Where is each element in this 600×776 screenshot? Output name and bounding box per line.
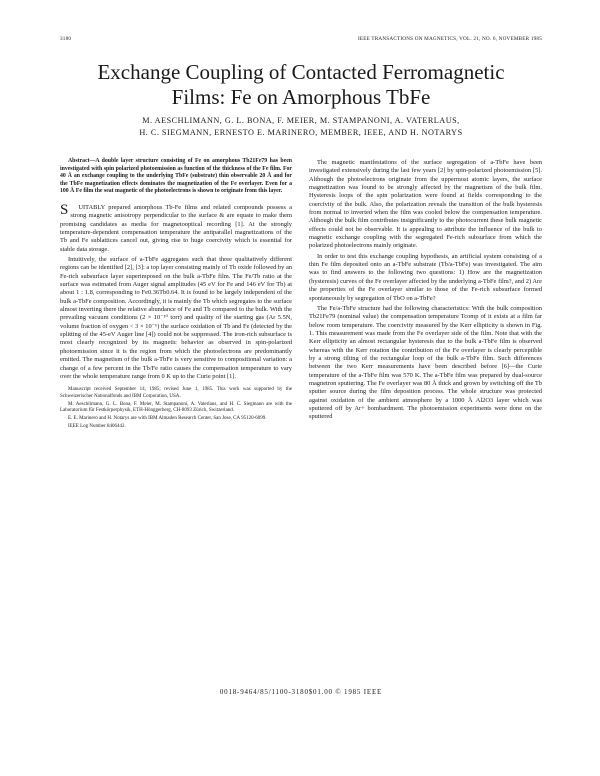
running-header <box>60 36 542 48</box>
copyright-line: 0018-9464/85/1100-3180$01.00 © 1985 IEEE <box>219 688 383 696</box>
drop-cap: S <box>60 201 69 218</box>
authors-line-2: H. C. SIEGMANN, ERNESTO E. MARINERO, MEMBER, IEEE, AND H. NOTARYS <box>139 128 463 137</box>
intro-paragraph-2: Intuitively, the surface of a-TbFe aggregates such that three qualitatively different regions can be identified [2], [3]: a top layer consisting mainly of Tb oxide followed by an Fe-rich subsurface layer superimposed on the bulk a-TbFe film. The Fe/Tb ratio at the surface was estimated from Auger signal amplitudes (45 eV for Fe and 146 eV for Tb) at about 1 : 1.8, corresponding to Fe0.36Tb0.64. It is found to be largely independent of the bulk a-TbFe composition. Accordingly, it is mainly the Tb which segregates to the surface almost inverting there the relative abundance of Fe and Tb compared to the bulk. With the prevailing vacuum conditions (2 × 10⁻¹⁰ torr) and quality of the starting gas (Ar 5.5N, volume fraction of oxygen < 3 × 10⁻⁶) the surface oxidation of Tb and Fe (detected by the splitting of the 45-eV Auger line [4]) could not be suppressed. The iron-rich subsurface is most clearly recognized by its magnetic behavior as observed in spin-polarized photoemission since it is the region from which the photoelectrons are predominantly emitted. The magnetism of the bulk a-TbFe is very sensitive to compositional variation: a change of a few percent in the Tb/Fe ratio causes the compensation temperature to vary over the whole temperature range from 0 K up to the Curie point [1]. <box>60 256 292 380</box>
right-column <box>309 159 542 424</box>
footnote-manuscript: Manuscript received September 14, 1985; revised June 1, 1985. This work was supported by the Schweizerischer Nationalfonds and IBM Corporation, USA. <box>60 387 292 399</box>
body-paragraph-3: The Fe/a-TbFe structure had the following characteristics: With the bulk composition Tb21Fe79 (nominal value) the compensation temperature Tcomp of it exists at a film far below room temperature. The coercivity measured by the Kerr ellipticity is shown in Fig. 1. This measurement was made from the Fe overlayer side of the film. Note that with the Kerr ellipticity an almost rectangular hysteresis due to the bulk a-TbFe film is observed whereas with the Kerr rotation the contribution of the Fe overlayer is clearly perceptible by a strong tilting of the rectangular loop of the bulk a-TbFe film. Such differences between the two Kerr measurements have been described before [6]—the Curie temperature of the a-TbFe film was 570 K. The a-TbFe film was prepared by dual-source magnetron sputtering. The Fe overlayer was 80 Å thick and grown by switching off the Tb sputter source during the film deposition process. The whole structure was protected against oxidation of the ambient atmosphere by a 1000 Å Al2O3 layer which was sputtered off by Ar+ bombardment. The photoemission experiments were done on the sputtered <box>309 304 542 421</box>
footnote-log-number: IEEE Log Number 8406442. <box>68 423 126 429</box>
abstract: Abstract—A double layer structure consisting of Fe on amorphous Tb21Fe79 has been investigated with spin polarized photoemission as function of the thickness of the Fe film. For 40 Å an exchange coupling to the underlying TbFe (substrate) thin observable 20 Å and for the TbFe magnetization effects dominates the magnetization of the Fe overlayer. Even for a 100 Å Fe film the seat magnetic of the photoelectrons is shown to originate from this layer. <box>60 158 292 195</box>
page-number: 3180 <box>60 36 72 42</box>
body-paragraph-2: In order to test this exchange coupling hypothesis, an artificial system consisting of a thin Fe film deposited onto an a-TbFe substrate (Tb/a-TbFe) was investigated. The aim was to find answers to the following two questions: 1) How are the magnetization (hysteresis) curves of the Fe overlayer affected by the underlying a-TbFe film?, and 2) Are the properties of the Fe overlayer similar to those of the Fe-rich subsurface formed spontaneously by segregation of TbO on a-TbFe? <box>309 252 542 302</box>
footnotes <box>60 387 292 430</box>
journal-citation: IEEE TRANSACTIONS ON MAGNETICS, VOL. 21, NO. 6, NOVEMBER 1985 <box>357 36 542 42</box>
intro-paragraph-1-text: UITABLY prepared amorphous Tb-Fe films and related compounds possess a strong magnetic anisotropy perpendicular to the surface & are equate to make them promising candidates as media for magnetooptical recording [1]. At the strongly temperature-dependent compensation temperature the antiparallel magnetizations of the Tb and Fe sublattices cancel out, giving rise to huge coercivity which is essential for stable data storage. <box>60 203 292 253</box>
left-column <box>60 158 292 431</box>
authors-line-1: M. AESCHLIMANN, G. L. BONA, F. MEIER, M. STAMPANONI, A. VATERLAUS, <box>142 116 460 125</box>
author-list <box>70 115 532 139</box>
body-paragraph-1: The magnetic manifestations of the surface segregation of a-TbFe have been investigated extensively during the last few years [2] by spin-polarized photoemission [5]. Although the photoelectrons originate from the uppermost atomic layers, the surface magnetization was found to be strongly affected by the magnetism of the bulk film. Hysteresis loops of the spin polarization were found at fields corresponding to the coercivity of the bulk. Also, the polarization reveals the transition of the bulk hysteresis from normal to inverted when the film was cooled below the compensation temperature. Although the bulk film contributes insignificantly to the photocurrent these bulk magnetic effects could not be observable. It is appealing to attribute the influence of the bulk to magnetic exchange coupling with the segregated Fe-rich subsurface from which the polarized photoelectrons mainly originate. <box>309 159 542 250</box>
title-line-2: Films: Fe on Amorphous TbFe <box>171 85 431 109</box>
footnote-affiliation-eth: M. Aeschlimann, G. L. Bona, F. Meier, M. Stampanoni, A. Vaterlaus, and H. C. Siegmann are with the Laboratorium für Festkörperphysik, ETH-Hönggerberg, CH-8093 Zürich, Switzerland. <box>60 401 292 414</box>
footnote-affiliation-ibm: E. E. Marinero and H. Notarys are with IBM Almaden Research Center, San Jose, CA 95120-6099. <box>68 416 267 421</box>
paper-title <box>60 60 542 110</box>
title-line-1: Exchange Coupling of Contacted Ferromagnetic <box>97 60 505 84</box>
intro-paragraph-1 <box>60 201 292 254</box>
